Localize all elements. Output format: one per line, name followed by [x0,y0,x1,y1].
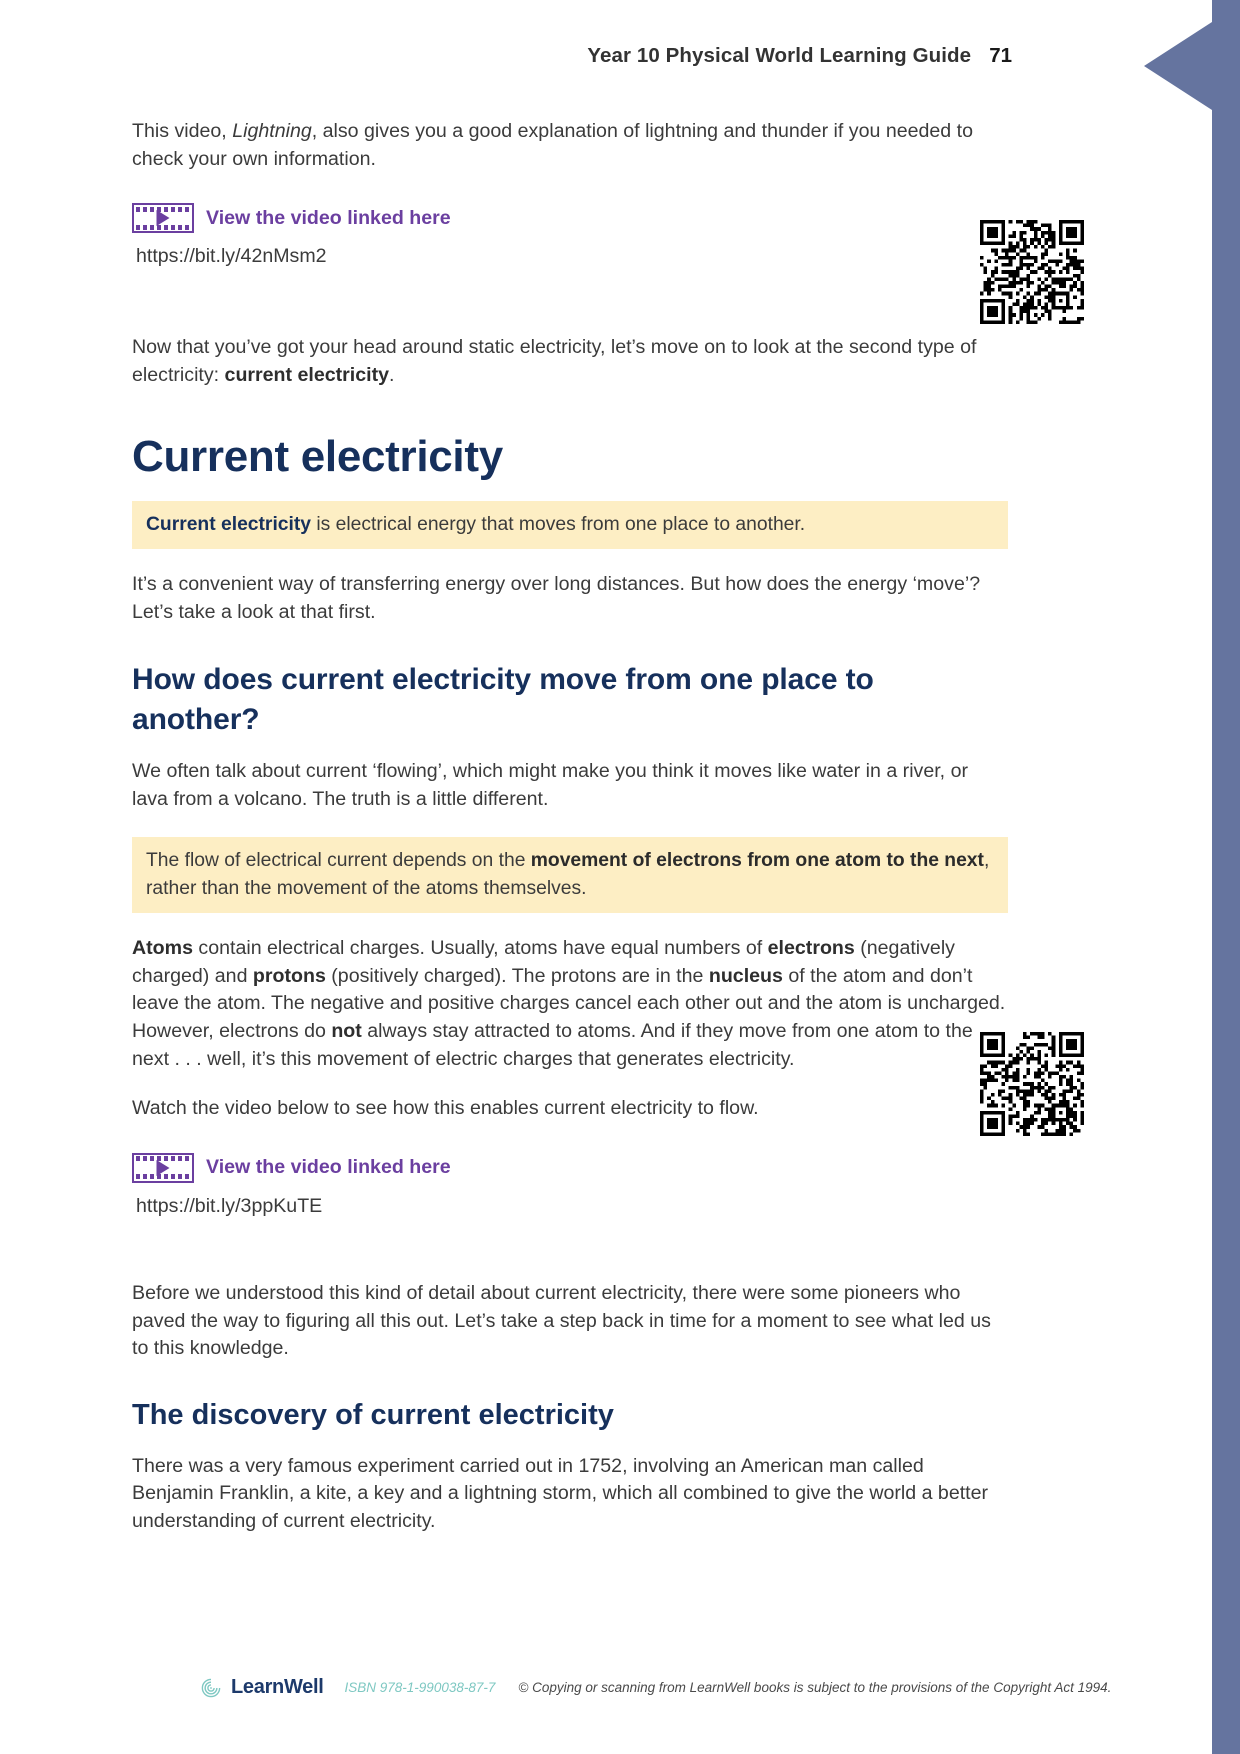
paragraph-before-pioneers: Before we understood this kind of detail about current electricity, there were some pioneers who paved the way to figuring all this out. Let’s take a step back in time for a moment to see what led us to this knowledge. [132,1281,991,1360]
qr-code-video-2[interactable] [980,1032,1084,1136]
page-footer [200,1676,1112,1699]
film-play-icon [132,1153,194,1183]
chevron-left-tab-icon [1144,22,1212,110]
transition-text-a: Now that you’ve got your head around static electricity, let’s move on to look at the second type of electricity: [132,336,977,386]
page-edge-bar [1212,0,1240,1754]
callout-definition-2 [132,837,1008,913]
atoms-text-3: (positively charged). The protons are in the [325,964,709,987]
page-header [132,44,1012,68]
callout-definition-1 [132,501,1008,549]
atoms-text-4: of the atom and don’t leave the atom. The negative and positive charges cancel each other out and the atom is uncharged. However, electrons do [132,964,1006,1043]
intro-text-a: This video, [132,120,233,142]
callout-lead-2: The flow of electrical current depends on the [146,850,531,872]
page-number: 71 [989,44,1012,67]
paragraph-flowing: We often talk about current ‘flowing’, which might make you think it moves like water in a river, or lava from a volcano. The truth is a little different. [132,760,968,810]
heading-current-electricity: Current electricity [132,431,503,481]
paragraph-transition [132,334,1008,389]
video-link-row-1[interactable] [132,203,1008,233]
paragraph-convenient: It’s a convenient way of transferring energy over long distances. But how does the energy ‘move’? Let’s take a look at that first. [132,573,981,623]
paragraph-watch-video: Watch the video below to see how this enables current electricity to flow. [132,1097,759,1120]
paragraph-atoms [132,935,1008,1073]
callout-bold-2: movement of electrons from one atom to the next [530,850,984,872]
heading-how-does-it-move: How does current electricity move from one place to another? [132,663,874,737]
main-content [132,118,1008,1535]
atoms-text-5: always stay attracted to atoms. And if they move from one atom to the next . . . well, it’s this movement of electric charges that generates electricity. [132,1020,973,1070]
paragraph-franklin: There was a very famous experiment carried out in 1752, involving an American man called Benjamin Franklin, a kite, a key and a lightning storm, which all combined to give the world a better understanding of current electricity. [132,1454,989,1532]
atoms-bold-1: Atoms [132,937,193,960]
qr-code-video-1[interactable] [980,220,1084,324]
atoms-bold-5: not [331,1020,362,1043]
heading-discovery: The discovery of current electricity [132,1398,614,1431]
footer-brand: LearnWell [231,1676,324,1698]
atoms-bold-2: electrons [767,937,855,960]
film-play-icon [132,203,194,233]
video-link-label-1[interactable]: View the video linked here [206,206,451,229]
video-url-1[interactable]: https://bit.ly/42nMsm2 [136,245,327,268]
atoms-text-2: (negatively charged) and [132,937,955,987]
callout-tail-2: , rather than the movement of the atoms themselves. [146,850,990,899]
callout-rest-1: is electrical energy that moves from one place to another. [311,513,806,535]
video-link-row-2[interactable] [132,1153,1008,1183]
spiral-logo-icon [200,1677,222,1699]
video-url-2[interactable]: https://bit.ly/3ppKuTE [136,1194,323,1217]
intro-italic-title: Lightning [232,120,312,142]
transition-bold: current electricity [224,363,389,386]
paragraph-intro [132,118,1008,173]
page-title: Year 10 Physical World Learning Guide [587,44,972,67]
intro-text-b: , also gives you a good explanation of lightning and thunder if you needed to check your own information. [132,120,973,170]
callout-term-1: Current electricity [146,513,312,535]
atoms-bold-4: nucleus [708,964,783,987]
footer-isbn: ISBN 978-1-990038-87-7 [344,1680,496,1695]
video-link-label-2[interactable]: View the video linked here [206,1156,451,1179]
atoms-bold-3: protons [252,964,326,987]
transition-text-b: . [389,363,395,386]
footer-copyright: © Copying or scanning from LearnWell books is subject to the provisions of the Copyright Act 1994. [518,1680,1112,1695]
atoms-text-1: contain electrical charges. Usually, atoms have equal numbers of [192,937,768,960]
